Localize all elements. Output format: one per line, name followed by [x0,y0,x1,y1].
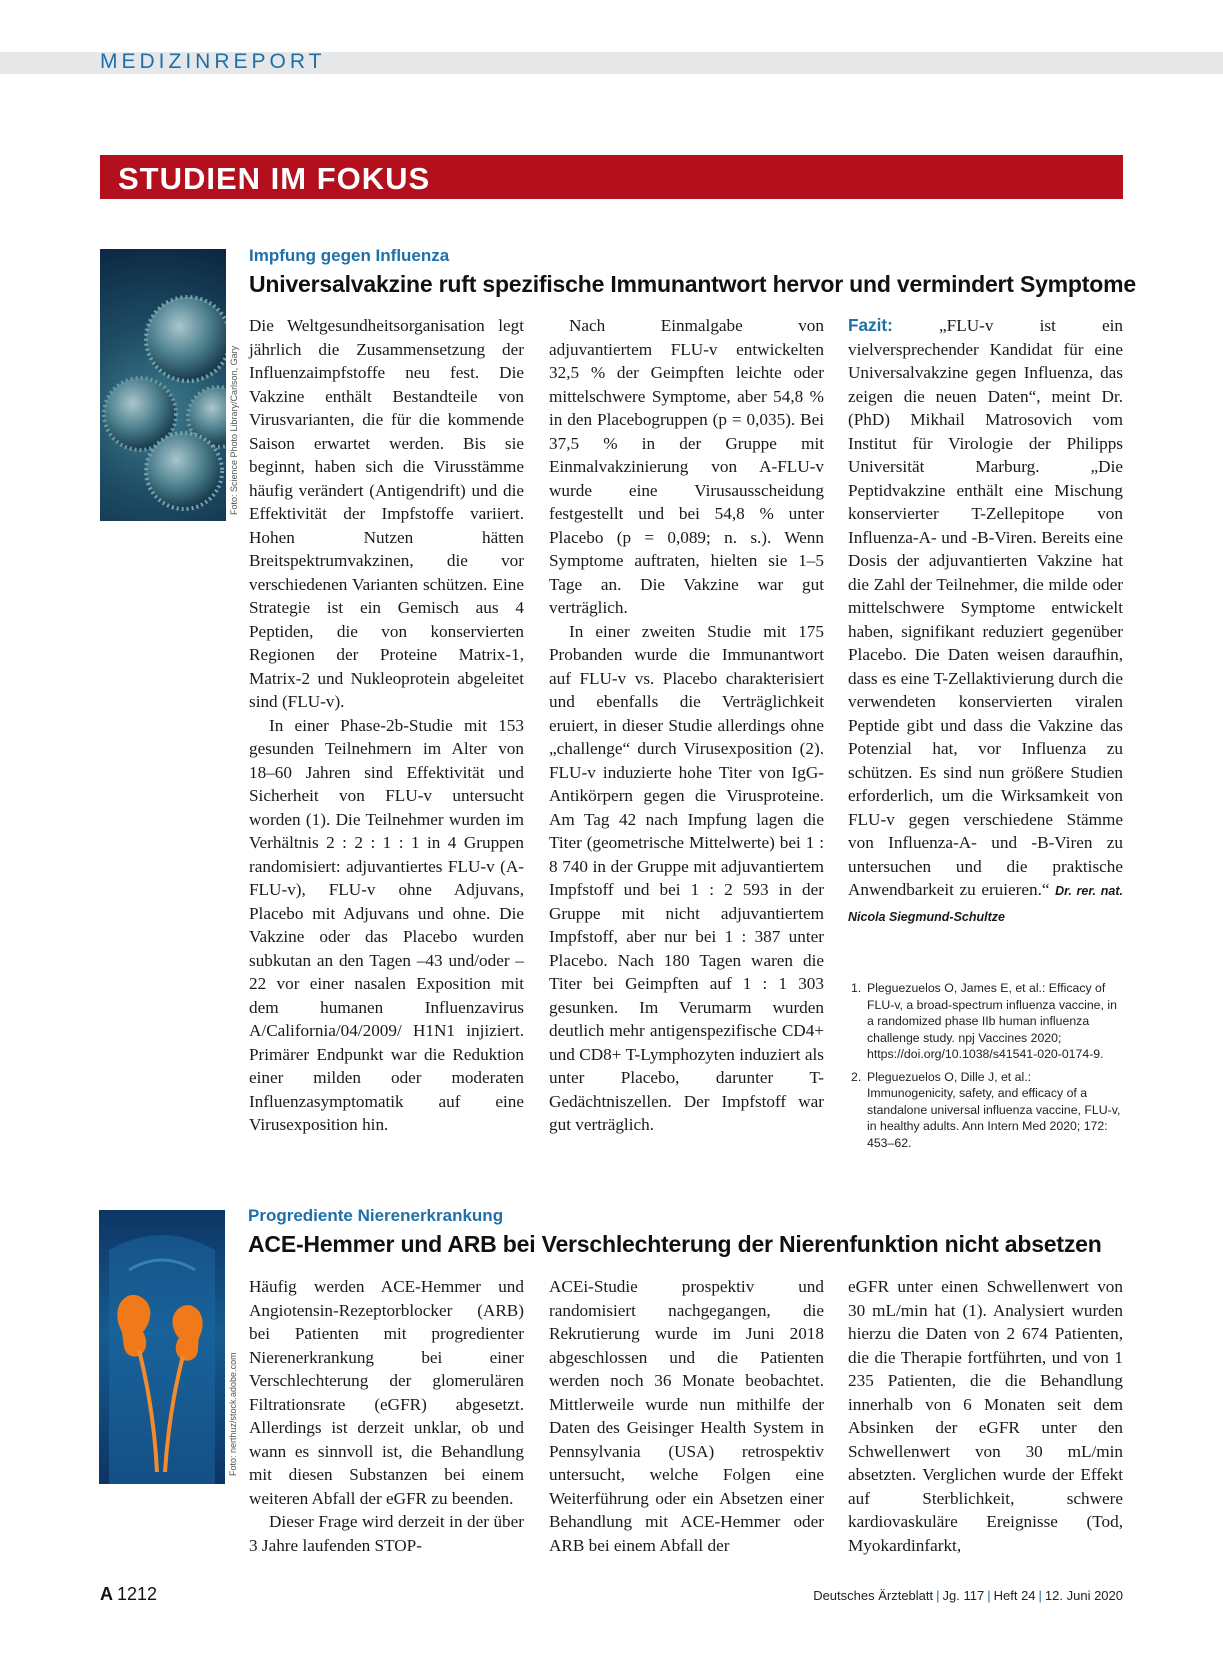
reference-number: 2. [851,1069,862,1084]
article-headline: ACE-Hemmer und ARB bei Verschlechterung der Nierenfunktion nicht absetzen [248,1231,1102,1257]
author-name: Dr. rer. nat. Nicola Siegmund-Schultze [848,884,1123,924]
section-label: MEDIZINREPORT [100,50,326,73]
article-kicker: Impfung gegen Influenza [249,246,450,265]
journal-name: Deutsches Ärzteblatt [813,1588,934,1603]
article-column-3 [848,314,1123,929]
article-column-1 [249,1275,524,1557]
paragraph: Die Weltgesundheitsorganisation legt jährlich die Zusammensetzung der Influenzaimpfstoffe neu fest. Die Vakzine enthält Bestandteile von Virusvarianten, die für die kommende Saison erwartet werden. Bis sie beginnt, haben sich die Virusstämme häufig verändert (Antigendrift) und die Effektivität der Impfstoffe variiert. Hohen Nutzen hätten Breitspektrumvakzinen, die vor verschiedenen Varianten schützen. Eine Strategie ist ein Gemisch aus 4 Peptiden, die von konservierten Regionen der Proteine Matrix-1, Matrix-2 und Nukleoprotein abgeleitet sind (FLU-v). [249,316,524,711]
page-prefix: A [100,1584,113,1604]
paragraph: Häufig werden ACE-Hemmer und Angiotensin-Rezeptorblocker (ARB) bei Patienten mit progredienter Nierenerkrankung bei einer Verschlechterung der glomerulären Filtrationsrate (eGFR) abgesetzt. Allerdings ist derzeit unklar, ob und wann es sinnvoll ist, die Behandlung mit diesen Substanzen bei einem weiteren Abfall der eGFR zu beenden. [249,1277,524,1508]
page-number [100,1584,157,1605]
reference-item [851,980,1121,1063]
paragraph: Nach Einmalgabe von adjuvantiertem FLU-v entwickelten 32,5 % der Geimpften leichte oder mittelschwere Symptome, aber 54,8 % in den Placebogruppen (p = 0,035). Bei 37,5 % in der Gruppe mit Einmalvakzinierung von A-FLU-v wurde eine Virusausscheidung festgestellt und bei 54,8 % unter Placebo (p = 0,089; n. s.). Wenn Symptome auftraten, hielten sie 1–5 Tage an. Die Vakzine war gut verträglich. [549,316,824,617]
virus-particle [146,297,226,381]
fazit-paragraph [848,314,1123,929]
reference-text: Pleguezuelos O, Dille J, et al.: Immunogenicity, safety, and efficacy of a standalone universal influenza vaccine, FLU-v, in healthy adults. Ann Intern Med 2020; 172: 453–62. [867,1069,1121,1150]
article-headline: Universalvakzine ruft spezifische Immunantwort hervor und vermindert Symptome [249,271,1136,297]
banner-title: STUDIEN IM FOKUS [118,161,431,196]
virus-photo [100,249,226,521]
photo-credit: Foto: nerthuz/stock.adobe.com [228,1352,238,1476]
paragraph: eGFR unter einen Schwellenwert von 30 mL/min hat (1). Analysiert wurden hierzu die Daten von 2 674 Patienten, die die Therapie fortführten, und von 1 235 Patienten, die die Behandlung innerhalb von 6 Monaten seit dem Absinken der eGFR unter den Schwellenwert von 30 mL/min absetzten. Verglichen wurde der Effekt auf Sterblichkeit, schwere kardiovaskuläre Ereignisse (Tod, Myokardinfarkt, [848,1277,1123,1555]
references-list [851,980,1121,1157]
paragraph: Dieser Frage wird derzeit in der über 3 Jahre laufenden STOP- [249,1512,524,1555]
paragraph: ACEi-Studie prospektiv und randomisiert nachgegangen, die Rekrutierung wurde im Juni 2018 abgeschlossen und die Patienten werden noch 36 Monate beobachtet. Mittlerweile wurde nun mithilfe der Daten des Geisinger Health System in Pennsylvania (USA) retrospektiv untersucht, welche Folgen eine Weiterführung oder ein Absetzen einer Behandlung mit ACE-Hemmer oder ARB bei einem Abfall der [549,1277,824,1555]
reference-number: 1. [851,981,862,995]
section-banner [100,155,1123,199]
paragraph: In einer zweiten Studie mit 175 Probanden wurde die Immunantwort auf FLU-v vs. Placebo charakterisiert und ebenfalls die Verträglichkeit eruiert, in dieser Studie allerdings ohne „challenge“ durch Virusexposition (2). FLU-v induzierte hohe Titer von IgG-Antikörpern gegen die Virusproteine. Am Tag 42 nach Impfung lagen die Titer (geometrische Mittelwerte) bei 1 : 8 740 in der Gruppe mit adjuvantiertem Impfstoff und bei 1 : 2 593 in der Gruppe mit nicht adjuvantiertem Impfstoff, aber nur bei 1 : 387 unter Placebo. Nach 180 Tagen waren die Titer bei Geimpften auf 1 : 1 303 gesunken. Im Verumarm wurden deutlich mehr antigenspezifische CD4+ und CD8+ T-Lymphozyten induziert als unter Placebo, darunter T-Gedächtniszellen. Der Impfstoff war gut verträglich. [549,621,824,1134]
virus-illustration [100,249,226,521]
paragraph: In einer Phase-2b-Studie mit 153 gesunden Teilnehmern im Alter von 18–60 Jahren sind Effektivität und Sicherheit von FLU-v untersucht worden (1). Die Teilnehmer wurden im Verhältnis 2 : 2 : 1 : 1 in 4 Gruppen randomisiert: adjuvantiertes FLU-v (A-FLU-v), FLU-v ohne Adjuvans, Placebo mit Adjuvans und ohne. Die Vakzine oder das Placebo wurden subkutan an den Tagen –43 und/oder –22 vor einer nasalen Exposition mit dem humanen Influenzavirus A/California/04/2009/ H1N1 injiziert. Primärer Endpunkt war die Reduktion einer milden oder moderaten Influenzasymptomatik auf eine Virusexposition hin. [249,715,524,1134]
journal-issue: Heft 24 [993,1588,1036,1603]
article-column-1 [249,314,524,1137]
fazit-text: „FLU-v ist ein vielversprechender Kandidat für eine Universalvakzine gegen Influenza, das zeigen die neuen Daten“, meint Dr. (PhD) Mikhail Matrosovich vom Institut für Virologie der Philipps Universität Marburg. „Die Peptidvakzine enthält eine Mischung konservierter T-Zellepitope von Influenza-A- und -B-Viren. Bereits eine Dosis der adjuvantierten Vakzine hat die Zahl der Teilnehmer, die milde oder mittelschwere Symptome entwickelt haben, signifikant reduziert gegenüber Placebo. Die Daten weisen daraufhin, dass es eine T-Zellaktivierung durch die verwendeten konservierten viralen Peptide gibt und dass die Vakzine das Potenzial hat, vor Influenza zu schützen. Es sind nun größere Studien erforderlich, um die Wirksamkeit von FLU-v gegen verschiedene Stämme von Influenza-A- und -B-Viren zu untersuchen und die praktische Anwendbarkeit zu eruieren.“ [848,316,1123,899]
page-number-value: 1212 [117,1584,158,1604]
photo-credit: Foto: Science Photo Library/Carlson, Gary [229,345,239,515]
kidney-photo [99,1210,225,1484]
article-column-2 [549,1275,824,1557]
fazit-label: Fazit: [848,315,893,335]
article-kicker: Progrediente Nierenerkrankung [248,1206,504,1225]
article-column-3 [848,1275,1123,1557]
reference-text: Pleguezuelos O, James E, et al.: Efficacy of FLU-v, a broad-spectrum influenza vaccine, in a randomized phase IIb human influenza challenge study. npj Vaccines 2020; https://doi.org/10.1038/s41541-020-0174-9. [867,981,1117,1061]
reference-item [851,1069,1121,1152]
kidney-illustration [99,1210,225,1484]
journal-info: Deutsches Ärzteblatt | Jg. 117 | Heft 24 | 12. Juni 2020 [813,1588,1123,1603]
virus-particle [146,433,222,509]
article-column-2 [549,314,824,1137]
journal-date: 12. Juni 2020 [1044,1588,1123,1603]
journal-volume: Jg. 117 [942,1588,985,1603]
